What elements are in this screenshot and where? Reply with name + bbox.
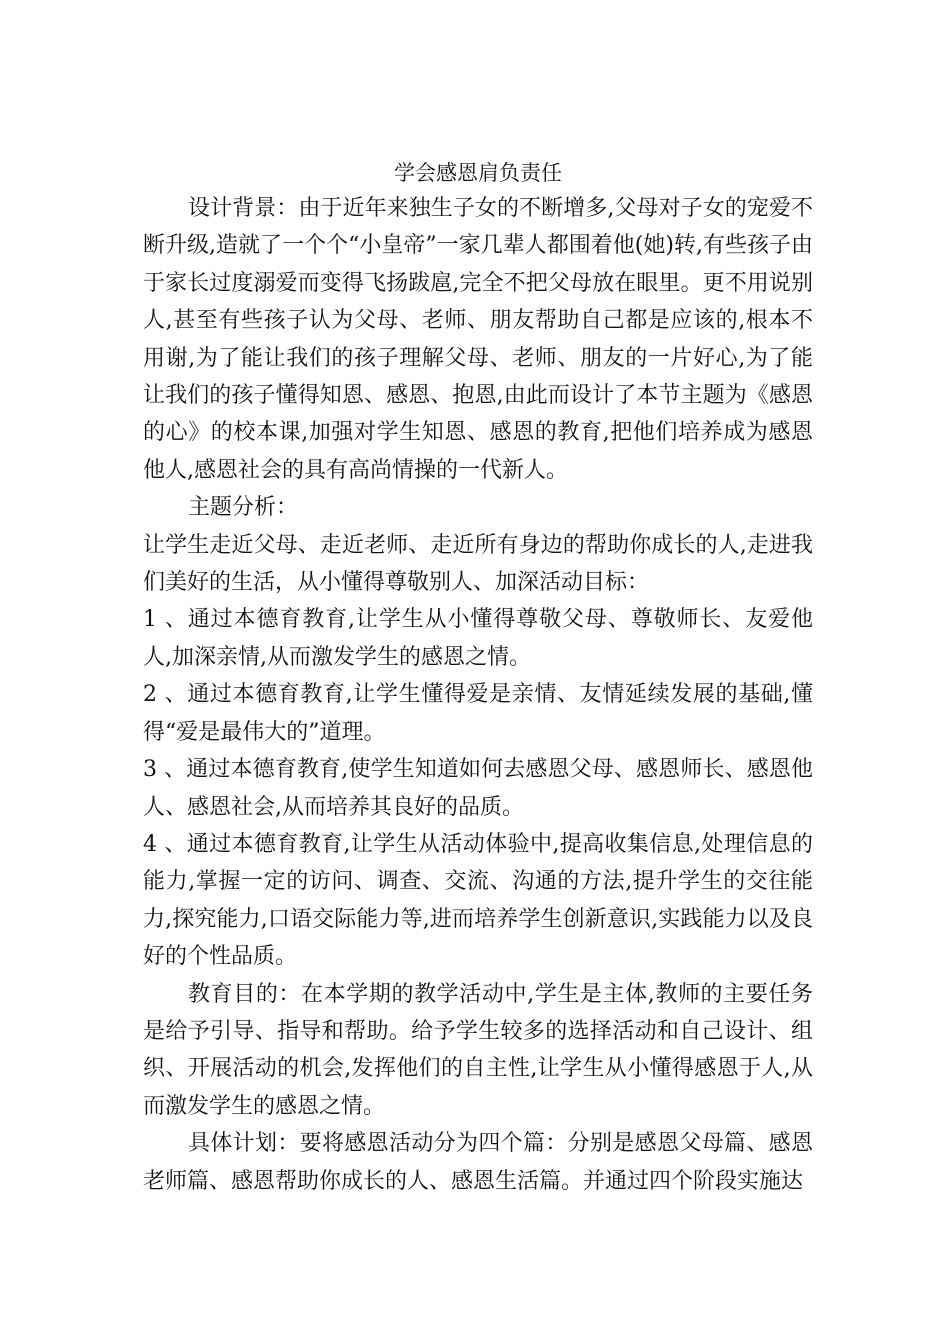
paragraph-theme-analysis: 让学生走近父母、走近老师、走近所有身边的帮助你成长的人,走进我们美好的生活，从小懂得尊敬别人、加深活动目标： <box>143 532 813 596</box>
document-page <box>143 156 813 1200</box>
paragraph-education-purpose: 教育目的：在本学期的教学活动中,学生是主体,教师的主要任务是给予引导、指导和帮助。给予学生较多的选择活动和自己设计、组织、开展活动的机会,发挥他们的自主性,让学生从小懂得感恩于人,从而激发学生的感恩之情。 <box>143 981 813 1119</box>
paragraph-goal-2: 2 、通过本德育教育,让学生懂得爱是亲情、友情延续发展的基础,懂得“爱是最伟大的”道理。 <box>143 682 813 745</box>
paragraph-goal-4: 4 、通过本德育教育,让学生从活动体验中,提高收集信息,处理信息的能力,掌握一定的访问、调查、交流、沟通的方法,提升学生的交往能力,探究能力,口语交际能力等,进而培养学生创新意识,实践能力以及良好的个性品质。 <box>143 831 813 970</box>
paragraph-design-background: 设计背景：由于近年来独生子女的不断增多,父母对子女的宠爱不断升级,造就了一个个“小皇帝”一家几辈人都围着他(她)转,有些孩子由于家长过度溺爱而变得飞扬跋扈,完全不把父母放在眼里。更不用说别人,甚至有些孩子认为父母、老师、朋友帮助自己都是应该的,根本不用谢,为了能让我们的孩子理解父母、老师、朋友的一片好心,为了能让我们的孩子懂得知恩、感恩、抱恩,由此而设计了本节主题为《感恩的心》的校本课,加强对学生知恩、感恩的教育,把他们培养成为感恩他人,感恩社会的具有高尚情操的一代新人。 <box>143 196 813 483</box>
paragraph-goal-3: 3 、通过本德育教育,使学生知道如何去感恩父母、感恩师长、感恩他人、感恩社会,从而培养其良好的品质。 <box>143 757 813 820</box>
paragraph-goal-1: 1 、通过本德育教育,让学生从小懂得尊敬父母、尊敬师长、友爱他人,加深亲情,从而激发学生的感恩之情。 <box>143 607 813 670</box>
paragraph-theme-analysis-heading: 主题分析： <box>188 495 299 521</box>
document-title: 学会感恩肩负责任 <box>394 161 562 185</box>
paragraph-specific-plan: 具体计划：要将感恩活动分为四个篇：分别是感恩父母篇、感恩老师篇、感恩帮助你成长的人、感恩生活篇。并通过四个阶段实施达 <box>143 1131 813 1194</box>
